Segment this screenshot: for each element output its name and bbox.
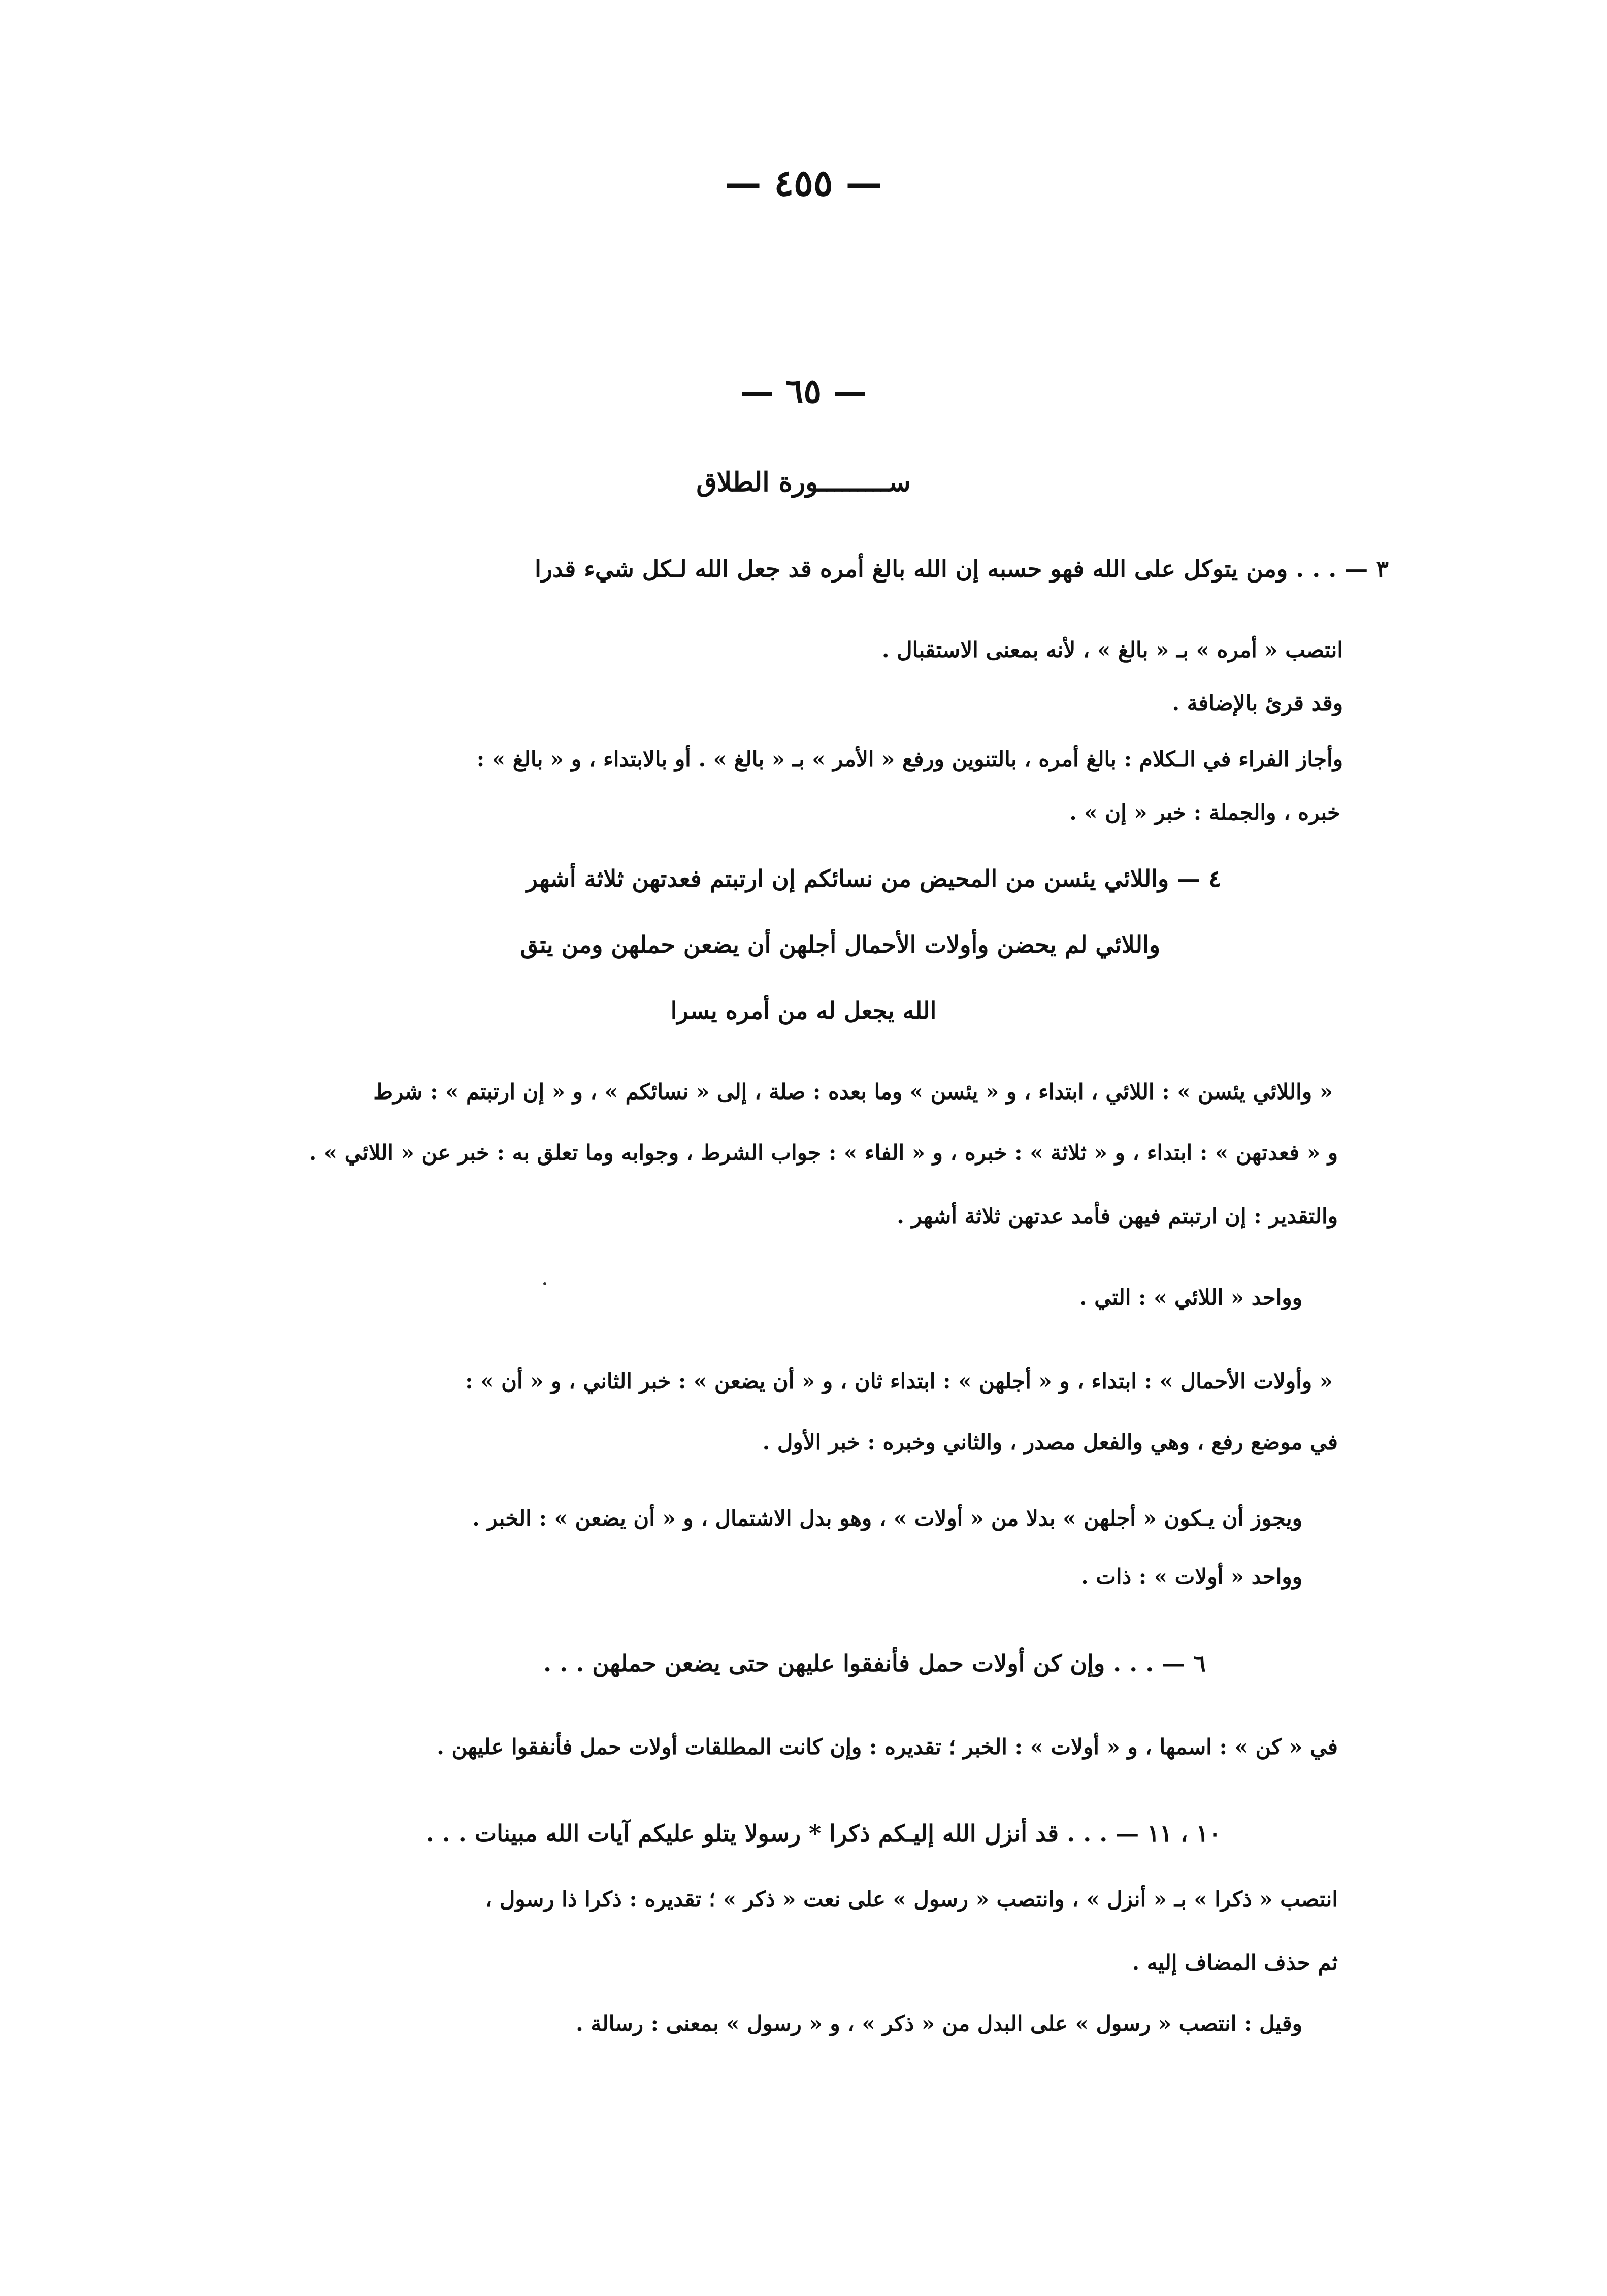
verse-4-comment-line: « واللائي يئسن » : اللائي ، ابتداء ، و « يئسن » وما بعده : صلة ، إلى « نسائكم » ، و « إن ارتبتم » : شرط bbox=[373, 1079, 1333, 1104]
verse-10-comment-line: انتصب « ذكرا » بـ « أنزل » ، وانتصب « رسول » على نعت « ذكر » ؛ تقديره : ذكرا ذا رسول ، bbox=[485, 1887, 1338, 1912]
verse-3-comment-line: خبره ، والجملة : خبر « إن » . bbox=[1069, 800, 1340, 825]
verse-4-line: واللائي لم يحضن وأولات الأحمال أجلهن أن يضعن حملهن ومن يتق bbox=[520, 931, 1160, 958]
verse-3-comment-line: انتصب « أمره » بـ « بالغ » ، لأنه بمعنى الاستقبال . bbox=[881, 637, 1343, 662]
verse-10-comment-line: وقيل : انتصب « رسول » على البدل من « ذكر » ، و « رسول » بمعنى : رسالة . bbox=[576, 2011, 1302, 2036]
verse-4-line: ٤ — واللائي يئسن من المحيض من نسائكم إن ارتبتم فعدتهن ثلاثة أشهر bbox=[526, 865, 1221, 892]
verse-6-comment: في « كن » : اسمها ، و « أولات » : الخبر ؛ تقديره : وإن كانت المطلقات أولات حمل فأنفقوا عليهن . bbox=[437, 1734, 1338, 1759]
verse-10-11: ١٠ ، ١١ — . . . قد أنزل الله إليـكم ذكرا * رسولا يتلو عليكم آيات الله مبينات . . . bbox=[425, 1820, 1221, 1847]
verse-4-singular-note: وواحد « اللائي » : التي . bbox=[1079, 1285, 1302, 1310]
verse-4-comment-line: و « فعدتهن » : ابتداء ، و « ثلاثة » : خبره ، و « الفاء » : جواب الشرط ، وجوابه وما تعلق به : خبر عن « اللائي » . bbox=[309, 1140, 1338, 1165]
verse-6: ٦ — . . . وإن كن أولات حمل فأنفقوا عليهن حتى يضعن حملهن . . . bbox=[543, 1650, 1206, 1677]
verse-4-awlat-line: في موضع رفع ، وهي والفعل مصدر ، والثاني وخبره : خبر الأول . bbox=[762, 1430, 1338, 1454]
surah-number: — ٦٥ — bbox=[740, 371, 867, 411]
verse-4-awlat-line: « وأولات الأحمال » : ابتداء ، و « أجلهن » : ابتداء ثان ، و « أن يضعن » : خبر الثاني ، و « أن » : bbox=[465, 1369, 1333, 1394]
verse-4-awlat-singular: وواحد « أولات » : ذات . bbox=[1081, 1564, 1302, 1589]
verse-3-comment-line: وأجاز الفراء في الـكلام : بالغ أمره ، بالتنوين ورفع « الأمر » بـ « بالغ » . أو بالابتداء ، و « بالغ » : bbox=[476, 747, 1343, 771]
verse-3: ٣ — . . . ومن يتوكل على الله فهو حسبه إن الله بالغ أمره قد جعل الله لـكل شيء قدرا bbox=[535, 555, 1389, 583]
surah-title: ســـــــــورة الطلاق bbox=[696, 467, 911, 498]
page-number: — ٤٥٥ — bbox=[725, 161, 882, 204]
print-speck bbox=[543, 1282, 546, 1285]
verse-4-line: الله يجعل له من أمره يسرا bbox=[670, 997, 937, 1024]
verse-4-comment-line: والتقدير : إن ارتبتم فيهن فأمد عدتهن ثلاثة أشهر . bbox=[897, 1204, 1338, 1228]
verse-3-comment-line: وقد قرئ بالإضافة . bbox=[1172, 691, 1343, 716]
verse-10-comment-line: ثم حذف المضاف إليه . bbox=[1132, 1950, 1338, 1975]
verse-4-badal-note: ويجوز أن يـكون « أجلهن » بدلا من « أولات » ، وهو بدل الاشتمال ، و « أن يضعن » : الخبر . bbox=[472, 1506, 1302, 1531]
